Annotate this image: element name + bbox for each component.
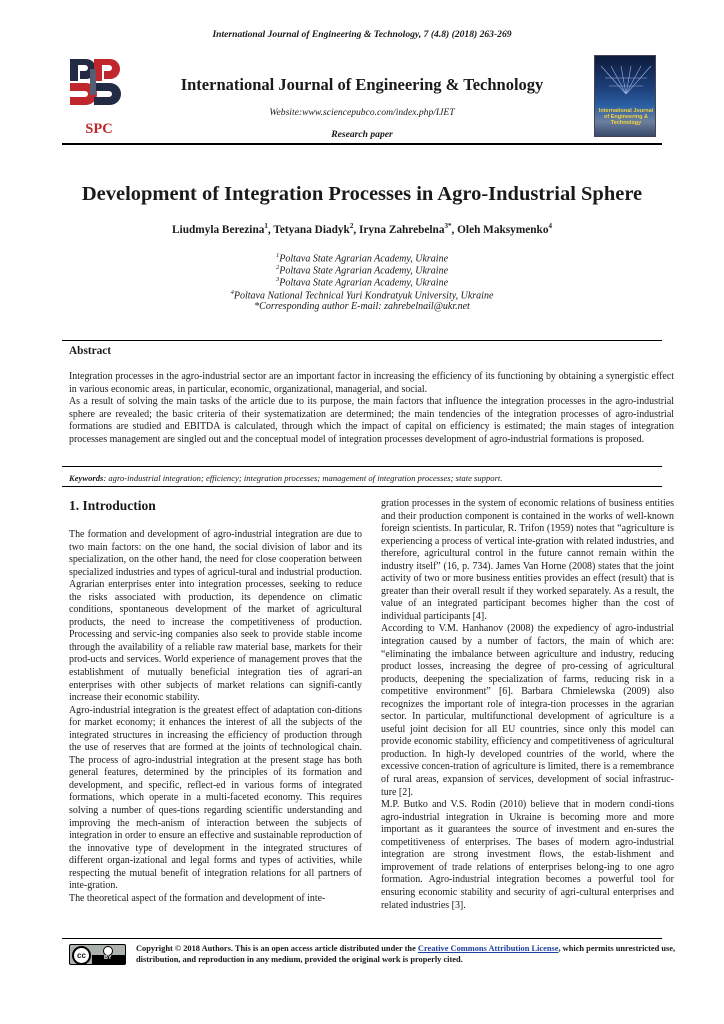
body-paragraph: The formation and development of agro-industrial integration are due to two main factors: on the one hand, the social division of labor and its specialization, on the other hand, the need for close cooperation between specialized industries and types of agricul-tural and industrial production. Agrarian enterprises enter into integration processes, seeking to reduce the risks associated with production, its dependence on climatic conditions, spontaneous development of the market of agricultural products, the need to increase the competitiveness of production. Processing and servic-ing companies also seek to provide stable income through the availability of a reliable raw material base, markets for their prod-ucts and services. World experience of management proves that the establishment of mutually beneficial integration ties of agrari-an enterprises with other subjects of market relations can signifi-cantly increase their economic stability. xyxy=(69,529,362,704)
affiliation-line: $^2$Poltava State Agrarian Academy, Ukraine xyxy=(275,264,449,277)
cover-title: International Journal of Engineering & Technology xyxy=(598,108,654,126)
author-name: Oleh Maksymenko xyxy=(457,223,549,236)
journal-cover-image xyxy=(594,55,656,137)
section-heading-introduction: 1. Introduction xyxy=(69,498,156,513)
affiliation-line: $^1$Poltava State Agrarian Academy, Ukraine xyxy=(275,252,449,265)
body-paragraph: According to V.M. Hanhanov (2008) the expediency of agro-industrial integration caused by a number of factors, the main of which are: “eliminating the imbalance between agriculture and industry, reducing product losses, increasing the degree of pro-cessing of agricultural products, deepening the specialization of farms, reducing risk in a competitive environment” [6]. Barbara Chmielewska (2009) also recognizes the important role of integra-tion processes in the agrarian sector. In particular, multifunctional development of agriculture is a useful joint decision for all EU countries, since only this model can provide economic stability, efficiency and competitiveness of agricultural production. In high-ly developed countries of the world, where the excessive concen-tration of agriculture is limited, there is a remembrance of rural areas, expansion of services, development of social infrastruc-ture [2]. xyxy=(381,623,674,798)
cc-by-label: BY xyxy=(104,955,112,961)
footer-divider xyxy=(62,938,662,939)
cc-icon: cc xyxy=(72,946,91,965)
author-name: Tetyana Diadyk xyxy=(273,223,350,236)
author-affiliation-mark: 1 xyxy=(264,222,268,230)
cc-by-license-badge[interactable] xyxy=(69,944,126,965)
keywords-text: : agro-industrial integration; efficiency; integration processes; management of integration processes; state support. xyxy=(103,473,503,483)
header-divider xyxy=(62,143,662,145)
author-separator: , xyxy=(353,223,359,236)
paper-title: Development of Integration Processes in Agro-Industrial Sphere xyxy=(81,183,643,205)
cover-rays-icon xyxy=(599,64,653,98)
keywords-line xyxy=(69,473,674,483)
abstract-paragraph: Integration processes in the agro-industrial sector are an important factor in increasing the efficiency of its functioning by obtaining a synergistic effect in various economic areas, in particular, economic, organizational, managerial, and social. xyxy=(69,371,674,395)
left-column xyxy=(69,529,362,905)
author-separator: , xyxy=(451,223,458,236)
journal-citation: International Journal of Engineering & Technology, 7 (4.8) (2018) 263-269 xyxy=(212,29,512,40)
affiliation-line: $^3$Poltava State Agrarian Academy, Ukraine xyxy=(275,276,449,289)
paper-type: Research paper xyxy=(331,129,393,140)
keywords-bottom-divider xyxy=(62,486,662,487)
spc-logo-text: SPC xyxy=(85,121,113,137)
journal-title: International Journal of Engineering & Technology xyxy=(180,75,544,94)
author-affiliation-mark: 4 xyxy=(548,222,552,230)
body-paragraph: gration processes in the system of economic relations of business entities and their production component is contained in the works of well-known foreign scientists. In particular, R. Trifon (1959) notes that “agriculture is experiencing a process of vertical inte-gration with related industries, and therefore, agricultural control in the future cannot remain within the industry itself” (16, p. 734). James Van Horne (2008) states that the joint activity of two or more business entities provides an effect (result) that is greater than their overall result if they worked separately. As a result, the value of an integrated participant becomes higher than the cost of individual participants [4]. xyxy=(381,498,674,622)
keywords-label: Keywords xyxy=(69,473,104,483)
author-name: Liudmyla Berezina xyxy=(172,223,265,236)
abstract-paragraph: As a result of solving the main tasks of the article due to its purpose, the main factors that influence the integration processes in the agro-industrial sphere are revealed; the basic criteria of their systematization are determined; the main tendencies of the integration processes of agro-industrial formations are studied and EBITDA is calculated, through which the impact of capital on efficiency is estimated; the main stages of integration processes management are singled out and the conceptual model of integration processes development of agro-industrial formations is proposed. xyxy=(69,396,674,445)
right-column xyxy=(381,498,674,912)
copyright-notice xyxy=(136,943,676,965)
author-affiliation-mark: 2 xyxy=(349,222,354,230)
author-separator: , xyxy=(267,223,274,236)
author-affiliation-mark: 3* xyxy=(444,222,452,230)
affiliation-line: *Corresponding author E-mail: zahrebelnail@ukr.net xyxy=(254,300,470,312)
abstract-body xyxy=(69,371,674,447)
body-paragraph: M.P. Butko and V.S. Rodin (2010) believe that in modern condi-tions agro-industrial integration in Ukraine is becoming more and more important as it guarantees the source of investment and en-sures the competitiveness of enterprises. The bases of modern agro-industrial integration are strong investment flows, the estab-lishment and improvement of trade relations of enterprises belong-ing to one agro formation. Agro-industrial integration becomes a powerful tool for ensuring economic stability and security of agri-cultural enterprises and related industries [3]. xyxy=(381,799,674,911)
journal-website[interactable]: Website:www.sciencepubco.com/index.php/IJET xyxy=(269,107,455,118)
body-paragraph: Agro-industrial integration is the greatest effect of adaptation con-ditions for market economy; it enhances the interest of all the subjects of the integrated structures in increasing the efficiency of production through the use of reserves that are formed at the joints of technological chain. The process of agro-industrial integration at the present stage has both general features, determined by the principles of its formation and development, and specific, reflect-ed in various forms of integrated formations, which operate in a multi-faceted economy. This requires solving a number of ques-tions regarding scientific understanding and improving the mech-anism of interaction between the subjects of integration in order to ensure an effective and sustainable reproduction of the innovative type of development in the integrated structures of different organ-izational and legal forms and types of activities, while respecting the mutual benefit of integration relations for all partners of inte-gration. xyxy=(69,704,362,892)
abstract-top-divider xyxy=(62,340,662,341)
author-list xyxy=(40,222,684,236)
copyright-text: Copyright © 2018 Authors. This is an open access article distributed under the xyxy=(136,944,418,953)
license-link[interactable]: Creative Commons Attribution License xyxy=(417,944,559,953)
affiliation-line: $^4$Poltava National Technical Yuri Kondratyuk University, Ukraine xyxy=(230,288,494,301)
copyright-text-end: , which permits unrestricted use, distribution, and reproduction in any medium, provided the original work is properly cited. xyxy=(136,944,676,964)
body-paragraph: The theoretical aspect of the formation and development of inte- xyxy=(69,892,326,904)
keywords-divider xyxy=(62,466,662,467)
abstract-heading: Abstract xyxy=(69,345,112,357)
author-name: Iryna Zahrebelna xyxy=(359,223,445,236)
